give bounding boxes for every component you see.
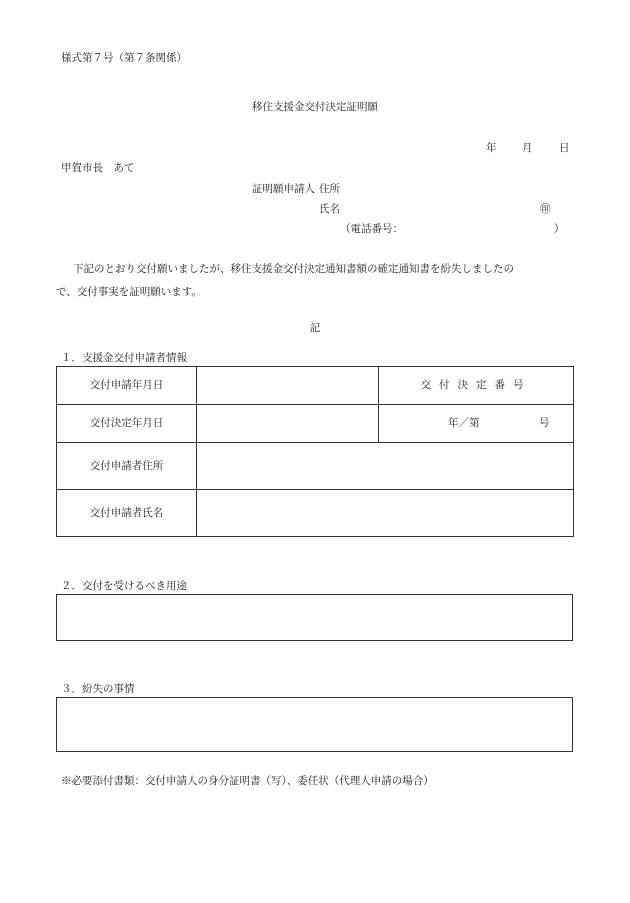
- applicant-name-label: 氏名: [319, 203, 340, 215]
- loss-circumstances-field[interactable]: [56, 697, 573, 752]
- required-documents-note: ※必要添付書類：交付申請人の身分証明書（写）、委任状（代理人申請の場合）: [61, 775, 434, 787]
- decision-number-field[interactable]: [379, 405, 574, 443]
- ki-heading: 記: [309, 322, 321, 334]
- body-text-line-1: 下記のとおり交付願いましたが、移住支援金交付決定通知書額の確定通知書を紛失しましたの: [73, 263, 514, 275]
- addressee: 甲賀市長 あて: [61, 162, 135, 174]
- date-month-label: 月: [522, 142, 533, 154]
- decision-number-header: 交付決定番号: [379, 367, 574, 405]
- decision-date-label: 交付決定年月日: [57, 405, 197, 443]
- application-date-field[interactable]: [197, 367, 379, 405]
- applicant-name-field[interactable]: [197, 490, 574, 537]
- applicant-address-row-label: 交付申請者住所: [57, 443, 197, 490]
- decision-number-year-label: 年／第: [448, 417, 480, 430]
- document-title: 移住支援金交付決定証明願: [252, 101, 378, 113]
- application-date-label: 交付申請年月日: [57, 367, 197, 405]
- applicant-address-field[interactable]: [197, 443, 574, 490]
- applicant-info-table: [56, 366, 574, 537]
- date-day-label: 日: [559, 142, 570, 154]
- applicant-role-label: 証明願申請人: [252, 183, 315, 195]
- section2-heading: ２．交付を受けるべき用途: [61, 580, 187, 592]
- decision-number-suffix: 号: [539, 417, 550, 430]
- seal-mark: ㊞: [540, 203, 551, 215]
- applicant-name-row-label: 交付申請者氏名: [57, 490, 197, 537]
- section1-heading: １．支援金交付申請者情報: [61, 352, 187, 364]
- decision-date-field[interactable]: [197, 405, 379, 443]
- phone-close: ）: [554, 223, 565, 235]
- form-number: 様式第７号（第７条関係）: [61, 52, 187, 64]
- phone-label: （電話番号：: [340, 223, 403, 235]
- applicant-address-label: 住所: [319, 183, 340, 195]
- body-text-line-2: で、交付事実を証明願います。: [56, 286, 202, 298]
- date-year-label: 年: [486, 142, 497, 154]
- section3-heading: ３．紛失の事情: [61, 683, 135, 695]
- purpose-field[interactable]: [56, 594, 573, 641]
